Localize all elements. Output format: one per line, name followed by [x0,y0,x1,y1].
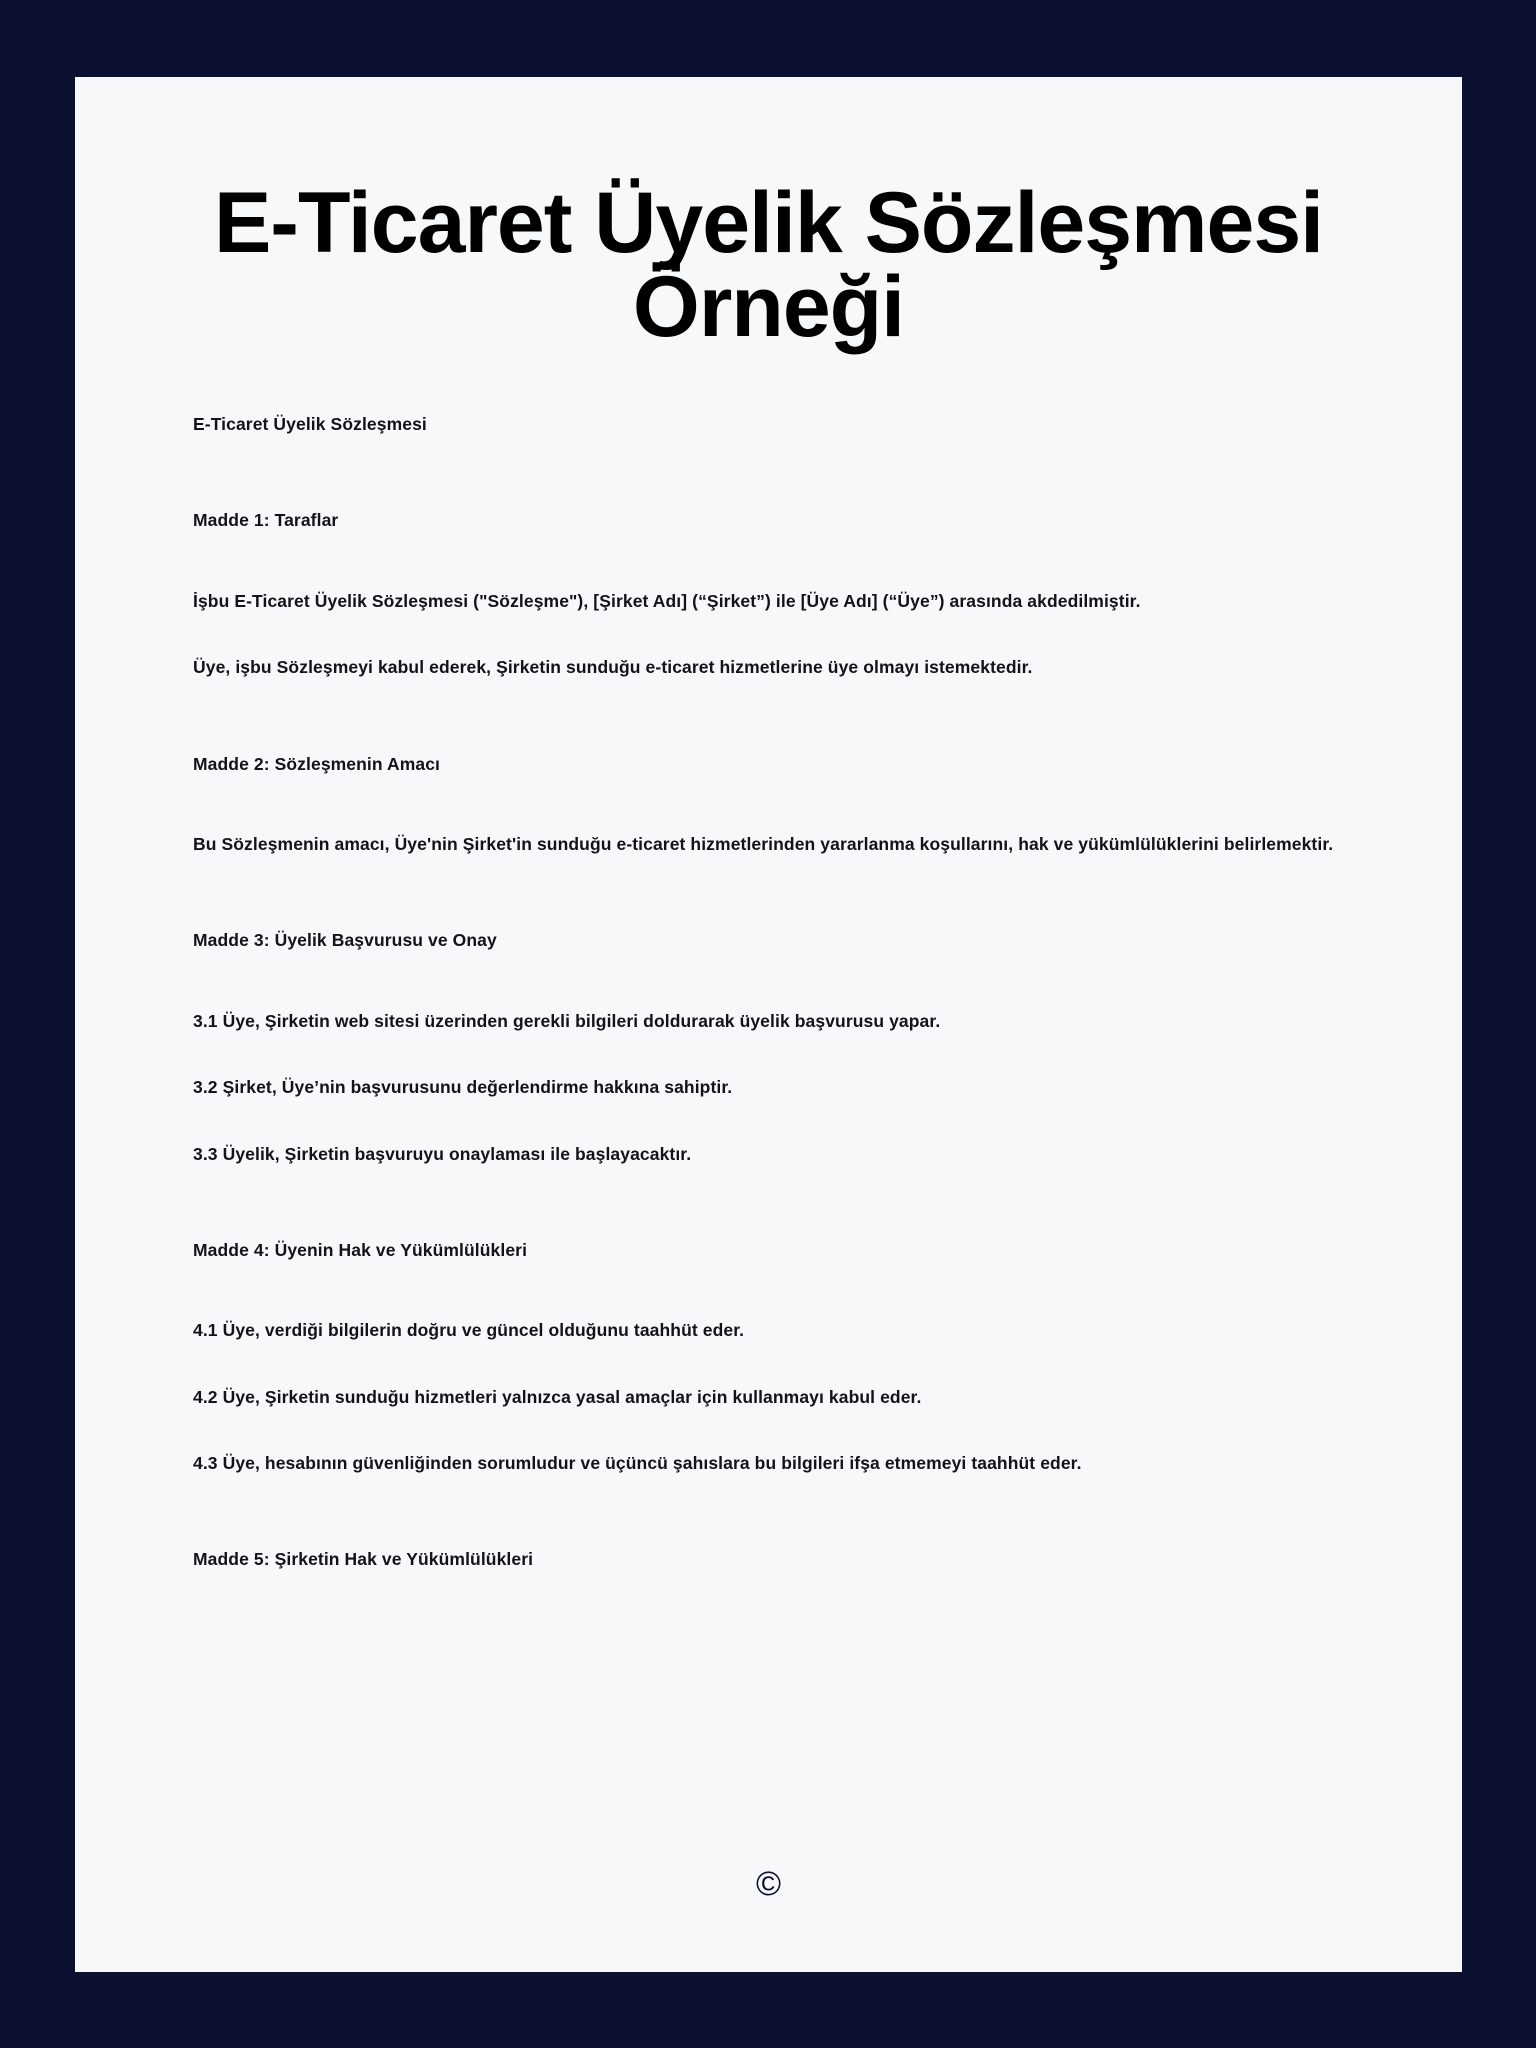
page-title-container [75,175,1462,356]
spacer [193,532,1353,590]
paragraph-madde-4-3: 4.3 Üye, hesabının güvenliğinden sorumludur ve üçüncü şahıslara bu bilgileri ifşa etmemeyi taahhüt eder. [193,1453,1082,1474]
spacer [193,1261,1353,1319]
spacer [193,1342,1353,1386]
document-page [75,77,1462,1972]
spacer [193,1474,1353,1548]
paragraph-madde-4-1: 4.1 Üye, verdiği bilgilerin doğru ve güncel olduğunu taahhüt eder. [193,1320,745,1341]
paragraph-madde-3-2: 3.2 Şirket, Üye’nin başvurusunu değerlendirme hakkına sahiptir. [193,1077,733,1098]
paragraph-madde-2-p1: Bu Sözleşmenin amacı, Üye'nin Şirket'in sunduğu e-ticaret hizmetlerinden yararlanma koşullarını, hak ve yükümlülüklerini belirlemektir. [193,833,1334,854]
spacer [193,855,1353,929]
spacer [193,952,1353,1010]
section-heading-madde-4: Madde 4: Üyenin Hak ve Yükümlülükleri [193,1239,528,1260]
section-heading-madde-3: Madde 3: Üyelik Başvurusu ve Onay [193,930,497,951]
paragraph-madde-1-p1: İşbu E-Ticaret Üyelik Sözleşmesi ("Sözleşme"), [Şirket Adı] (“Şirket”) ile [Üye Adı] (“Üye”) arasında akdedilmiştir. [193,590,1141,611]
document-heading: E-Ticaret Üyelik Sözleşmesi [193,414,427,434]
paragraph-madde-4-2: 4.2 Üye, Şirketin sunduğu hizmetleri yalnızca yasal amaçlar için kullanmayı kabul eder. [193,1386,922,1407]
paragraph-madde-1-p2: Üye, işbu Sözleşmeyi kabul ederek, Şirketin sunduğu e-ticaret hizmetlerine üye olmayı istemektedir. [193,657,1033,678]
spacer [193,679,1353,753]
section-heading-madde-5: Madde 5: Şirketin Hak ve Yükümlülükleri [193,1549,534,1570]
page-title: E-Ticaret Üyelik Sözleşmesi Örneği [213,175,1324,356]
spacer [193,1032,1353,1076]
spacer [193,1099,1353,1143]
section-heading-madde-2: Madde 2: Sözleşmenin Amacı [193,753,441,774]
document-body [193,413,1353,1571]
copyright-icon: © [755,1865,782,1903]
spacer [193,612,1353,656]
spacer [193,1165,1353,1239]
spacer [193,775,1353,833]
section-heading-madde-1: Madde 1: Taraflar [193,510,339,531]
spacer [193,1408,1353,1452]
paragraph-madde-3-3: 3.3 Üyelik, Şirketin başvuruyu onaylaması ile başlayacaktır. [193,1143,692,1164]
paragraph-madde-3-1: 3.1 Üye, Şirketin web sitesi üzerinden gerekli bilgileri doldurarak üyelik başvurusu yapar. [193,1010,941,1031]
spacer [193,435,1353,509]
